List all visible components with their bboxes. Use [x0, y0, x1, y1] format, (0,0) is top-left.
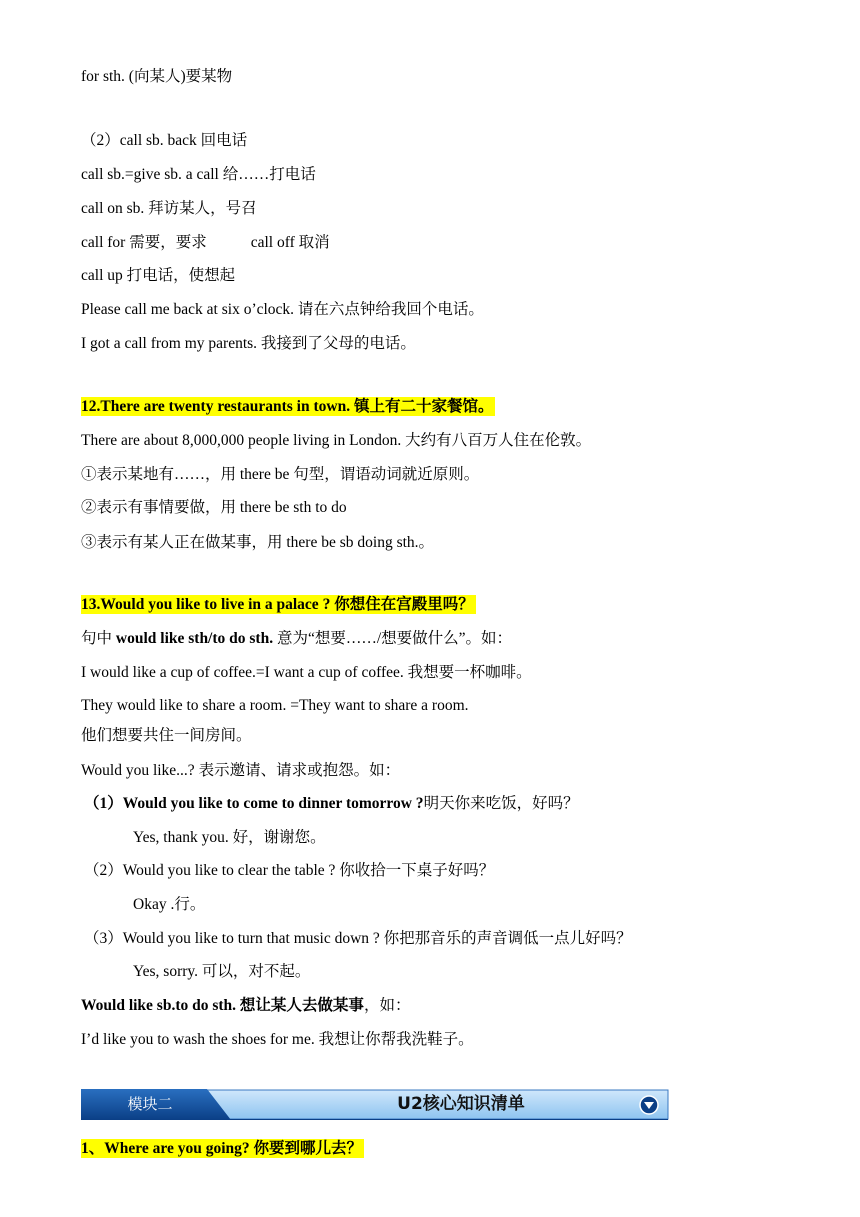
- text-line: Yes, sorry. 可以，对不起。: [133, 963, 311, 980]
- module-banner: [81, 1089, 669, 1120]
- text-line: ①表示某地有……，用 there be 句型，谓语动词就近原则。: [81, 466, 480, 483]
- text-line: （2）call sb. back 回电话: [81, 132, 248, 149]
- text-line: call up 打电话，使想起: [81, 267, 236, 284]
- section-heading: [81, 594, 476, 616]
- section-heading: [81, 396, 495, 418]
- text-line: Yes, thank you. 好，谢谢您。: [133, 829, 326, 846]
- text-line: call on sb. 拜访某人，号召: [81, 200, 257, 217]
- text-line: Would you like...? 表示邀请、请求或抱怨。如：: [81, 762, 401, 779]
- bold-fragment: would like sth/to do sth.: [115, 630, 274, 647]
- text-line: call sb.=give sb. a call 给……打电话: [81, 166, 316, 183]
- text-line: call off 取消: [250, 234, 330, 251]
- text-line: I would like a cup of coffee.=I want a cup of coffee. 我想要一杯咖啡。: [81, 664, 532, 681]
- text-line: [84, 793, 579, 815]
- text-line: There are about 8,000,000 people living in London. 大约有八百万人住在伦敦。: [81, 432, 592, 449]
- text-line: They would like to share a room. =They want to share a room.: [81, 697, 469, 714]
- text-line: ③表示有某人正在做某事，用 there be sb doing sth.。: [81, 534, 435, 551]
- text-line: [81, 995, 410, 1017]
- text-line: （3）Would you like to turn that music down ? 你把那音乐的声音调低一点儿好吗？: [84, 930, 632, 947]
- text-fragment: 意为“想要……/想要做什么”。如：: [273, 630, 513, 647]
- bold-fragment: （1）Would you like to come to dinner tomorrow ?: [84, 795, 424, 812]
- chevron-down-icon[interactable]: [639, 1095, 659, 1115]
- text-line: Please call me back at six o’clock. 请在六点钟给我回个电话。: [81, 301, 484, 318]
- text-line: 他们想要共住一间房间。: [81, 727, 252, 744]
- text-fragment: 明天你来吃饭，好吗？: [423, 795, 579, 812]
- section-heading: [81, 1138, 364, 1160]
- text-line: call for 需要，要求: [81, 234, 207, 251]
- bold-fragment: Would like sb.to do sth. 想让某人去做某事: [81, 997, 364, 1014]
- text-line: Okay .行。: [133, 896, 206, 913]
- text-line: [81, 628, 512, 650]
- text-line: I’d like you to wash the shoes for me. 我想让你帮我洗鞋子。: [81, 1031, 474, 1048]
- text-fragment: ，如：: [363, 997, 411, 1014]
- text-fragment: 句中: [81, 630, 116, 647]
- module-title: U2核心知识清单: [397, 1094, 525, 1114]
- highlighted-heading: 12.There are twenty restaurants in town. 镇上有二十家餐馆。: [81, 398, 494, 415]
- text-line: I got a call from my parents. 我接到了父母的电话。: [81, 335, 416, 352]
- highlighted-heading: 1、Where are you going? 你要到哪儿去？: [81, 1140, 363, 1157]
- text-line: ②表示有事情要做，用 there be sth to do: [81, 499, 347, 516]
- text-line: （2）Would you like to clear the table ? 你收拾一下桌子好吗？: [84, 862, 495, 879]
- module-label: 模块二: [127, 1095, 173, 1113]
- text-line: for sth. (向某人)要某物: [81, 68, 233, 85]
- text-line-pair: [81, 232, 330, 254]
- highlighted-heading: 13.Would you like to live in a palace ? 你想住在宫殿里吗？: [81, 596, 474, 613]
